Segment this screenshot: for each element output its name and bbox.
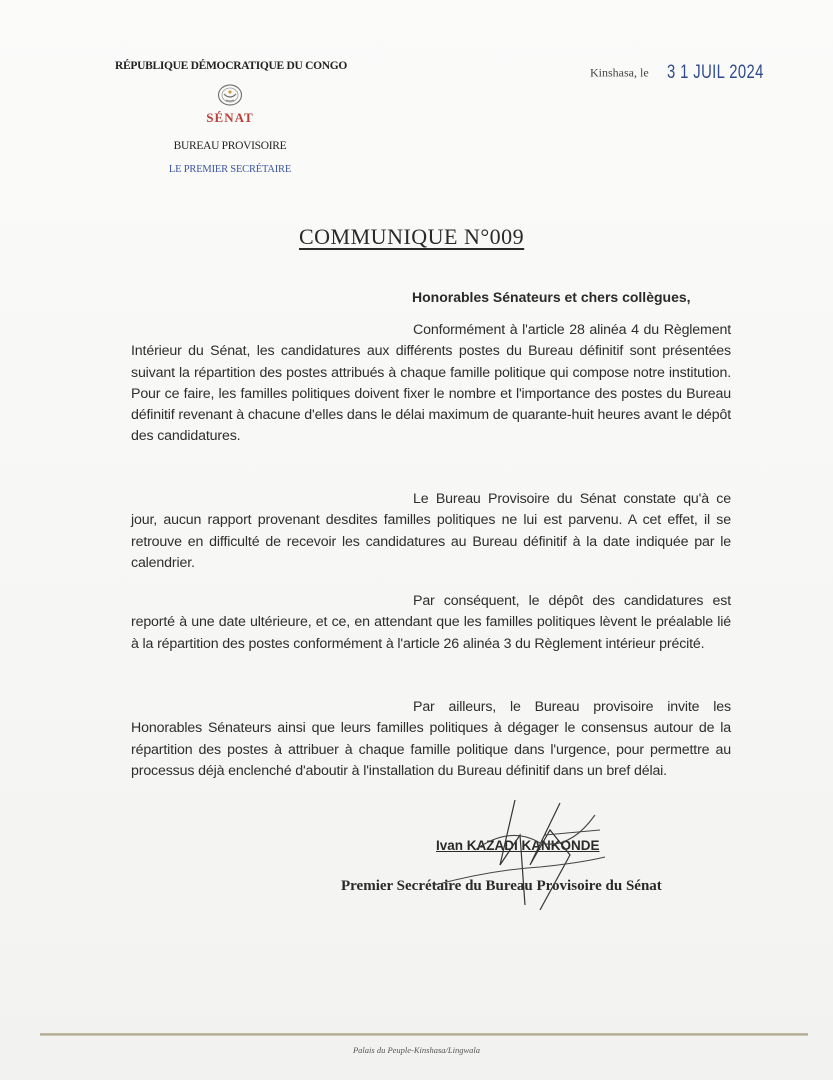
office-name: BUREAU PROVISOIRE: [173, 140, 287, 152]
role-name: LE PREMIER SECRÉTAIRE: [168, 164, 292, 175]
date-stamp: 3 1 JUIL 2024: [667, 62, 764, 83]
senat-emblem-icon: [217, 84, 243, 106]
paragraph-4: [131, 697, 731, 782]
footer-address: Palais du Peuple-Kinshasa/Lingwala: [352, 1045, 481, 1055]
paragraph-text: Le Bureau Provisoire du Sénat constate qu'à ce jour, aucun rapport provenant desdites familles politiques ne lui est parvenu. A cet effet, il se retrouve en difficulté de recevoir les candidatures au Bureau définitif à la date indiquée par le calendrier.: [131, 491, 731, 571]
dateline: [590, 62, 791, 84]
paragraph-text: Conformément à l'article 28 alinéa 4 du Règlement Intérieur du Sénat, les candidatures aux différents postes du Bureau définitif sont présentées suivant la répartition des postes attribués à chaque famille politique qui compose notre institution. Pour ce faire, les familles politiques doivent fixer le nombre et l'importance des postes du Bureau définitif revenant à chacune d'elles dans le délai maximum de quarante-huit heures avant le dépôt des candidatures.: [131, 322, 731, 445]
signer-title: Premier Secrétaire du Bureau Provisoire du Sénat: [341, 878, 662, 894]
paragraph-2: [131, 489, 731, 574]
letterhead: [115, 60, 348, 175]
paragraph-text: Par conséquent, le dépôt des candidatures est reporté à une date ultérieure, et ce, en attendant que les familles politiques lèvent le préalable lié à la répartition des postes conformément à l'article 26 alinéa 3 du Règlement intérieur précité.: [131, 593, 731, 652]
paragraph-text: Par ailleurs, le Bureau provisoire invite les Honorables Sénateurs ainsi que leurs familles politiques à dégager le consensus autour de la répartition des postes à attribuer à chaque famille politique dans l'urgence, pour permettre au processus déjà enclenché d'aboutir à l'installation du Bureau définitif dans un bref délai.: [131, 699, 731, 779]
institution-name: SÉNAT: [206, 110, 254, 125]
paragraph-1: [131, 320, 731, 448]
place-label: Kinshasa, le: [590, 65, 649, 80]
signer-name: Ivan KAZADI KANKONDE: [436, 838, 600, 853]
salutation: Honorables Sénateurs et chers collègues,: [412, 289, 691, 305]
handwritten-signature-icon: [430, 795, 630, 915]
footer-divider: [40, 1033, 808, 1036]
communique-title: COMMUNIQUE N°009: [299, 224, 525, 249]
republic-name: RÉPUBLIQUE DÉMOCRATIQUE DU CONGO: [115, 60, 348, 72]
paragraph-3: [131, 591, 731, 655]
